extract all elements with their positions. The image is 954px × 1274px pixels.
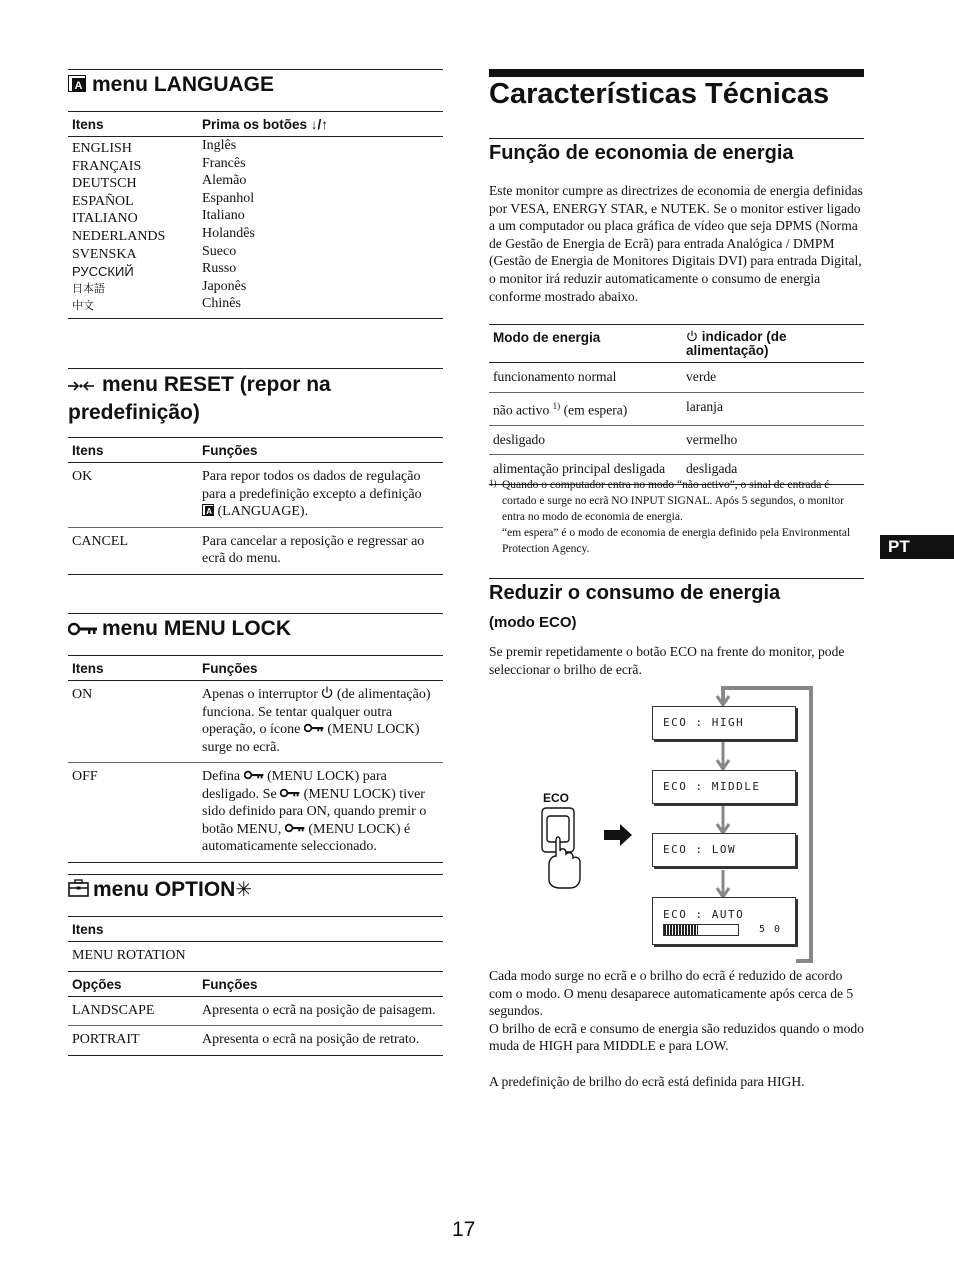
list-item: Holandês	[202, 225, 255, 241]
section-rule	[68, 368, 443, 369]
col-header: Prima os botões ↓/↑	[198, 112, 443, 137]
row-item: CANCEL	[68, 527, 198, 574]
row-desc: Apresenta o ecrã na posição de retrato.	[198, 1026, 443, 1056]
after-text: Cada modo surge no ecrã e o brilho do ecrã é reduzido de acordo com o modo. O menu desaparece automaticamente após cerca de 5 segundos. O brilho de ecrã e consumo de energia são reduzidos quando o modo muda de HIGH para MIDDLE e para LOW. A predefinição de brilho do ecrã está definida para HIGH.	[489, 968, 864, 1089]
title-bar	[489, 69, 864, 77]
language-tab: PT	[880, 535, 954, 559]
section-rule	[68, 874, 443, 875]
row-desc: Apenas o interruptor (de alimentação) funciona. Se tentar qualquer outra operação, o ícone (MENU LOCK) surge no ecrã.	[198, 681, 443, 763]
eco-button-label: ECO	[543, 791, 570, 805]
key-icon	[285, 822, 305, 837]
list-item: ENGLISH	[72, 141, 132, 156]
table-row	[68, 681, 443, 763]
row-item: OFF	[68, 763, 198, 863]
brightness-bar	[663, 924, 739, 936]
list-item: Inglês	[202, 138, 237, 153]
eco-mode-box: ECO : AUTO 5 0	[652, 897, 796, 945]
table-bottom-rule	[68, 318, 443, 319]
row-desc: desligada	[682, 455, 864, 485]
list-item: Chinês	[202, 296, 241, 312]
list-item: 中文	[72, 300, 94, 313]
row-item: MENU ROTATION	[68, 942, 443, 972]
list-item: Italiano	[202, 208, 245, 224]
key-icon	[304, 722, 324, 737]
list-item: РУССКИЙ	[72, 264, 134, 280]
footnote-mark: 1)	[489, 478, 497, 488]
language-title-text: menu LANGUAGE	[92, 73, 275, 96]
eco-mode-box: ECO : LOW	[652, 833, 796, 867]
language-table	[68, 111, 443, 316]
row-desc: Para cancelar a reposição e regressar ao ecrã do menu.	[198, 527, 443, 574]
language-items	[68, 137, 198, 316]
row-desc: Para repor todos os dados de regulação para a predefinição excepto a definição A (LANGUAGE).	[198, 463, 443, 528]
page-title: Características Técnicas	[489, 78, 830, 110]
row-desc: Defina (MENU LOCK) para desligado. Se (MENU LOCK) tiver sido definido para ON, quando premir o botão MENU, (MENU LOCK) é automaticamente seleccionado.	[198, 763, 443, 863]
list-item: 日本語	[72, 282, 105, 295]
reduce-text: Se premir repetidamente o botão ECO na frente do monitor, pode seleccionar o brilho de ecrã.	[489, 644, 845, 677]
reset-arrows-icon	[68, 372, 94, 399]
col-header: Funções	[198, 971, 443, 996]
reset-table	[68, 437, 443, 575]
power-icon	[686, 329, 698, 344]
col-header: indicador (de alimentação)	[682, 325, 864, 363]
eco-mode-box: ECO : HIGH	[652, 706, 796, 740]
key-icon	[244, 769, 264, 784]
table-row	[68, 527, 443, 574]
asterisk-icon: ✳	[235, 879, 253, 901]
option-section-title	[68, 876, 252, 904]
row-item: PORTRAIT	[68, 1026, 198, 1056]
key-icon	[68, 616, 98, 643]
power-table	[489, 324, 864, 485]
row-item: não activo $^{1)}$ (em espera)	[489, 392, 682, 425]
reduce-title: Reduzir o consumo de energia	[489, 582, 781, 604]
list-item: ESPAÑOL	[72, 193, 134, 209]
list-item: Francês	[202, 155, 246, 171]
col-header: Itens	[68, 112, 198, 137]
table-row	[489, 425, 864, 455]
lock-title-text: menu MENU LOCK	[102, 617, 291, 640]
table-row	[68, 1026, 443, 1056]
table-row	[489, 363, 864, 393]
list-item: SVENSKA	[72, 246, 137, 262]
table-row	[68, 996, 443, 1026]
lock-table	[68, 655, 443, 863]
col-header: Itens	[68, 656, 198, 681]
list-item: ITALIANO	[72, 211, 138, 227]
brightness-value: 5 0	[759, 924, 782, 935]
row-item: funcionamento normal	[489, 363, 682, 393]
list-item: Russo	[202, 261, 237, 277]
list-item: NEDERLANDS	[72, 228, 166, 244]
energy-title: Função de economia de energia	[489, 142, 794, 164]
row-desc: laranja	[682, 392, 864, 425]
list-item: FRANÇAIS	[72, 158, 142, 174]
section-rule	[68, 69, 443, 70]
col-header: Opções	[68, 971, 198, 996]
energy-text: Este monitor cumpre as directrizes de economia de energia definidas por VESA, ENERGY STAR, e NUTEK. Se o monitor estiver ligado a um computador ou placa gráfica de vídeo que seja DPMS (Norma de Gestão de Energia de Ecrã) para entrada Analógica / DMPM (Gestão de Energia de Monitores Digitais DVI) para entrada Digital, o monitor irá reduzir automaticamente o consumo de energia conforme mostrado abaixo.	[489, 183, 863, 304]
option-table	[68, 916, 443, 1056]
table-row	[68, 942, 443, 972]
down-up-arrow-icon: ↓/↑	[310, 117, 329, 132]
table-row	[489, 392, 864, 425]
option-title-text: menu OPTION	[93, 878, 236, 901]
key-icon	[280, 787, 300, 802]
col-header: Itens	[68, 917, 443, 942]
row-desc: Apresenta o ecrã na posição de paisagem.	[198, 996, 443, 1026]
row-item: OK	[68, 463, 198, 528]
row-item: alimentação principal desligada	[489, 455, 682, 485]
list-item: Sueco	[202, 243, 237, 259]
right-arrow-icon	[604, 824, 632, 846]
table-row	[68, 763, 443, 863]
power-icon	[321, 687, 333, 702]
list-item: DEUTSCH	[72, 176, 137, 192]
section-rule	[489, 578, 864, 579]
eco-mode-box: ECO : MIDDLE	[652, 770, 796, 804]
col-header: Modo de energia	[489, 325, 682, 363]
row-item: ON	[68, 681, 198, 763]
row-item: LANDSCAPE	[68, 996, 198, 1026]
svg-text:A: A	[206, 507, 213, 516]
list-item: Japonês	[202, 278, 247, 294]
language-icon	[202, 504, 214, 519]
reset-title-line1: menu RESET (repor na	[102, 373, 331, 396]
language-icon	[68, 72, 86, 99]
col-header: Funções	[198, 438, 443, 463]
col-header: Itens	[68, 438, 198, 463]
brightness-bar-fill	[664, 925, 698, 935]
footnote-text: Quando o computador entra no modo “não activo”, o sinal de entrada é cortado e surge no ecrã NO INPUT SIGNAL. Após 5 segundos, o monitor entra no modo de economia de energia. “em espera” é o modo de economia de energia definido pela Environmental Protection Agency.	[502, 479, 851, 555]
toolbox-icon	[68, 877, 89, 904]
row-desc: verde	[682, 363, 864, 393]
reset-title-line2: predefinição)	[68, 400, 200, 424]
row-item: desligado	[489, 425, 682, 455]
language-values	[198, 137, 443, 316]
table-row	[68, 463, 443, 528]
section-rule	[68, 613, 443, 614]
list-item: Alemão	[202, 173, 247, 189]
svg-text:A: A	[74, 79, 83, 92]
col-header: Funções	[198, 656, 443, 681]
list-item: Espanhol	[202, 190, 255, 206]
language-section-title	[68, 71, 274, 99]
section-rule	[489, 138, 864, 139]
reset-section-title	[68, 371, 331, 426]
row-desc: vermelho	[682, 425, 864, 455]
page-number: 17	[452, 1218, 476, 1241]
reduce-subtitle: (modo ECO)	[489, 614, 577, 631]
lock-section-title	[68, 615, 291, 643]
